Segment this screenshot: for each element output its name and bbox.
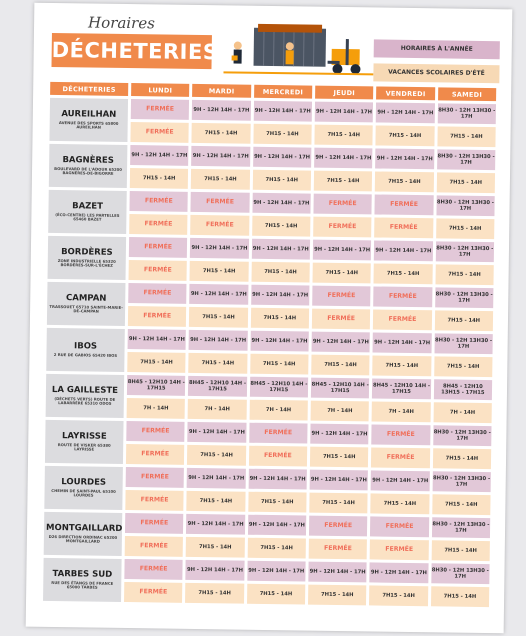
hours-cell-year: 8H45 - 12H10 13H15 - 17H15: [434, 379, 493, 400]
hours-cell-summer: 7H15 - 14H: [431, 586, 490, 607]
site-address: (DÉCHETS VERTS) ROUTE DE LABARRÈRE 65310 ODOS: [54, 395, 116, 407]
hours-cell-year: 9H - 12H 14H - 17H: [188, 422, 247, 443]
hours-cell-summer: 7H15 - 14H: [187, 491, 246, 512]
column-header-site: DÉCHETERIES: [50, 82, 128, 96]
table-row: [43, 558, 489, 584]
hours-cell-summer: 7H15 - 14H: [436, 172, 495, 193]
hours-cell-year: 9H - 12H 14H - 17H: [253, 101, 312, 122]
table-row: [45, 420, 491, 446]
column-header-tuesday: MARDI: [192, 84, 251, 98]
site-cell: [44, 512, 123, 556]
hours-cell-year: 9H - 12H 14H - 17H: [370, 562, 429, 583]
hours-cell-year: 8H45 - 12H10 14H - 17H15: [372, 378, 431, 399]
hours-cell-summer: FERMÉE: [129, 214, 188, 235]
hours-cell-summer: 7H15 - 14H: [252, 170, 311, 191]
schedule-sheet: [26, 3, 513, 634]
hours-cell-summer: 7H15 - 14H: [250, 354, 309, 375]
hours-cell-summer: 7H15 - 14H: [189, 307, 248, 328]
hours-cell-year: 9H - 12H 14H - 17H: [315, 102, 374, 123]
hours-cell-summer: FERMÉE: [371, 447, 430, 468]
hours-cell-summer: 7H15 - 14H: [434, 310, 493, 331]
site-cell: [43, 558, 122, 602]
hours-cell-summer: FERMÉE: [190, 215, 249, 236]
table-row: [49, 144, 495, 170]
column-header-saturday: SAMEDI: [438, 87, 497, 101]
site-name: BAZET: [72, 201, 104, 212]
site-address: (ÉCO-CENTRE) LES PARTELLES 65460 BAZET: [55, 211, 120, 222]
hours-cell-summer: 7H15 - 14H: [253, 124, 312, 145]
hours-cell-summer: 7H15 - 14H: [431, 540, 490, 561]
site-cell: [45, 420, 124, 464]
hours-cell-year: 8H45 - 12H10 14H - 17H15: [250, 377, 309, 398]
site-address: BOULEVARD DE L'ADOUR 65200 BAGNÈRES-DE-BIGORRE: [54, 165, 122, 177]
hours-cell-summer: 7H15 - 14H: [437, 126, 496, 147]
hours-cell-summer: 7H15 - 14H: [314, 171, 373, 192]
hours-cell-summer: 7H15 - 14H: [185, 583, 244, 604]
hours-cell-summer: FERMÉE: [125, 536, 184, 557]
hours-cell-year: 9H - 12H 14H - 17H: [186, 560, 245, 581]
hours-cell-year: FERMÉE: [309, 516, 368, 537]
site-cell: [44, 466, 123, 510]
table-row: [45, 466, 491, 492]
site-name: BORDÈRES: [61, 247, 113, 258]
site-cell: [46, 328, 125, 372]
hours-cell-year: 9H - 12H 14H - 17H: [253, 147, 312, 168]
hours-cell-year: 8H30 - 12H 13H30 - 17H: [434, 333, 493, 354]
hours-cell-summer: FERMÉE: [124, 582, 183, 603]
hours-cell-year: 8H30 - 12H 13H30 - 17H: [431, 563, 490, 584]
hours-cell-summer: 7H15 - 14H: [252, 216, 311, 237]
column-header-friday: VENDREDI: [376, 86, 435, 100]
hours-cell-summer: 7H15 - 14H: [189, 353, 248, 374]
hours-cell-year: 9H - 12H 14H - 17H: [252, 193, 311, 214]
hours-cell-year: 9H - 12H 14H - 17H: [248, 515, 307, 536]
column-header-thursday: JEUDI: [315, 86, 374, 100]
hours-cell-year: 9H - 12H 14H - 17H: [190, 284, 249, 305]
hours-cell-year: FERMÉE: [375, 194, 434, 215]
hours-cell-summer: 7H15 - 14H: [434, 356, 493, 377]
hours-cell-year: FERMÉE: [191, 192, 250, 213]
hours-cell-year: FERMÉE: [249, 423, 308, 444]
hours-cell-summer: FERMÉE: [125, 490, 184, 511]
hours-cell-year: 8H45 - 12H10 14H - 17H15: [311, 378, 370, 399]
hours-cell-year: 9H - 12H 14H - 17H: [310, 470, 369, 491]
hours-cell-summer: 7H - 14H: [249, 400, 308, 421]
hours-cell-year: 9H - 12H 14H - 17H: [374, 240, 433, 261]
hours-cell-year: FERMÉE: [124, 559, 183, 580]
hours-cell-summer: 7H15 - 14H: [310, 447, 369, 468]
site-cell: [46, 374, 125, 418]
hours-cell-summer: 7H15 - 14H: [369, 585, 428, 606]
hours-cell-year: 9H - 12H 14H - 17H: [247, 561, 306, 582]
table-row: [50, 98, 496, 124]
hours-cell-year: 8H30 - 12H 13H30 - 17H: [432, 517, 491, 538]
hours-cell-year: FERMÉE: [312, 286, 371, 307]
hours-cell-summer: 7H15 - 14H: [436, 218, 495, 239]
hours-cell-summer: 7H15 - 14H: [127, 352, 186, 373]
hours-cell-summer: 7H15 - 14H: [248, 492, 307, 513]
hours-cell-year: FERMÉE: [129, 237, 188, 258]
hours-cell-summer: 7H15 - 14H: [435, 264, 494, 285]
site-name: TARBES SUD: [52, 569, 113, 580]
legend-summer-holidays: VACANCES SCOLAIRES D'ÉTÉ: [373, 63, 499, 83]
table-row: [47, 282, 493, 308]
hours-cell-year: FERMÉE: [131, 99, 190, 120]
hours-cell-year: 9H - 12H 14H - 17H: [186, 514, 245, 535]
hours-cell-summer: FERMÉE: [313, 217, 372, 238]
hours-cell-year: 9H - 12H 14H - 17H: [251, 239, 310, 260]
hours-cell-summer: 7H15 - 14H: [376, 125, 435, 146]
hours-cell-summer: 7H15 - 14H: [371, 493, 430, 514]
hours-cell-summer: 7H15 - 14H: [190, 261, 249, 282]
hours-cell-year: FERMÉE: [126, 467, 185, 488]
hours-cell-summer: 7H15 - 14H: [433, 448, 492, 469]
site-name: LA GAILLESTE: [51, 385, 119, 397]
site-name: CAMPAN: [65, 293, 107, 304]
site-name: AUREILHAN: [61, 109, 117, 120]
hours-cell-summer: 7H15 - 14H: [311, 355, 370, 376]
site-cell: [49, 144, 128, 188]
hours-cell-summer: 7H15 - 14H: [192, 123, 251, 144]
column-header-monday: LUNDI: [131, 83, 190, 97]
hours-cell-year: 8H45 - 12H10 14H - 17H15: [127, 375, 186, 396]
hours-cell-year: FERMÉE: [373, 286, 432, 307]
hours-cell-summer: 7H15 - 14H: [308, 585, 367, 606]
recycling-truck-illustration: [223, 21, 374, 81]
hours-cell-year: 8H45 - 12H10 14H - 17H15: [188, 376, 247, 397]
hours-cell-summer: 7H15 - 14H: [251, 262, 310, 283]
title-script: Horaires: [87, 13, 156, 33]
site-cell: [49, 98, 128, 142]
site-name: LOURDES: [61, 477, 107, 488]
hours-cell-year: FERMÉE: [125, 513, 184, 534]
hours-cell-year: 9H - 12H 14H - 17H: [308, 562, 367, 583]
hours-cell-year: 8H30 - 12H 13H30 - 17H: [435, 287, 494, 308]
hours-cell-year: 9H - 12H 14H - 17H: [371, 470, 430, 491]
site-address: ROUTE DE VISKER 65380 LAYRISSE: [57, 441, 111, 452]
site-cell: [48, 190, 127, 234]
table-row: [48, 236, 494, 262]
hours-cell-year: 9H - 12H 14H - 17H: [313, 240, 372, 261]
hours-cell-year: 8H30 - 12H 13H30 - 17H: [437, 103, 496, 124]
hours-cell-summer: 7H15 - 14H: [130, 168, 189, 189]
site-address: CHEMIN DE SAINT-PAUL 65100 LOURDES: [51, 487, 116, 498]
hours-cell-summer: 7H15 - 14H: [312, 263, 371, 284]
hours-cell-summer: FERMÉE: [130, 122, 189, 143]
hours-cell-year: 9H - 12H 14H - 17H: [251, 285, 310, 306]
site-address: RUE DES ÉTANGS DE FRANCE 65000 TARBES: [51, 579, 114, 590]
hours-cell-year: 9H - 12H 14H - 17H: [189, 330, 248, 351]
hours-cell-summer: 7H - 14H: [433, 402, 492, 423]
hours-cell-summer: FERMÉE: [249, 446, 308, 467]
hours-cell-summer: 7H15 - 14H: [432, 494, 491, 515]
hours-cell-year: FERMÉE: [126, 421, 185, 442]
hours-cell-summer: 7H15 - 14H: [314, 125, 373, 146]
hours-cell-year: 9H - 12H 14H - 17H: [128, 329, 187, 350]
hours-cell-year: 8H30 - 12H 13H30 - 17H: [435, 241, 494, 262]
hours-cell-summer: FERMÉE: [128, 306, 187, 327]
table-row: [46, 374, 492, 400]
hours-cell-summer: 7H - 14H: [188, 399, 247, 420]
hours-cell-year: 9H - 12H 14H - 17H: [248, 469, 307, 490]
hours-cell-year: 9H - 12H 14H - 17H: [191, 146, 250, 167]
hours-cell-year: 9H - 12H 14H - 17H: [190, 238, 249, 259]
site-name: LAYRISSE: [61, 431, 107, 442]
hours-cell-summer: 7H15 - 14H: [375, 171, 434, 192]
hours-cell-year: 8H30 - 12H 13H30 - 17H: [436, 195, 495, 216]
table-row: [47, 328, 493, 354]
column-header-wednesday: MERCREDI: [254, 85, 313, 99]
hours-cell-year: 9H - 12H 14H - 17H: [192, 100, 251, 121]
hours-cell-year: 9H - 12H 14H - 17H: [130, 145, 189, 166]
hours-cell-year: FERMÉE: [372, 424, 431, 445]
hours-cell-year: 9H - 12H 14H - 17H: [187, 468, 246, 489]
site-address: ZONE INDUSTRIELLE 65320 BORDÈRES-SUR-L'ÉCHEZ: [57, 257, 116, 269]
hours-cell-year: 9H - 12H 14H - 17H: [310, 424, 369, 445]
legend-year-hours: HORAIRES À L'ANNÉE: [374, 39, 500, 59]
hours-cell-year: 8H30 - 12H 13H30 - 17H: [433, 425, 492, 446]
hours-cell-summer: FERMÉE: [309, 539, 368, 560]
hours-cell-year: FERMÉE: [129, 191, 188, 212]
table-row: [48, 190, 494, 216]
site-name: BAGNÈRES: [62, 155, 114, 166]
hours-cell-summer: 7H15 - 14H: [247, 584, 306, 605]
hours-cell-year: FERMÉE: [370, 516, 429, 537]
hours-cell-year: FERMÉE: [313, 194, 372, 215]
hours-cell-summer: 7H15 - 14H: [186, 537, 245, 558]
site-cell: [48, 236, 127, 280]
hours-cell-summer: 7H15 - 14H: [309, 493, 368, 514]
schedule-table: [40, 79, 499, 610]
hours-cell-summer: FERMÉE: [312, 309, 371, 330]
hours-cell-summer: FERMÉE: [129, 260, 188, 281]
hours-cell-year: 8H30 - 12H 13H30 - 17H: [432, 471, 491, 492]
hours-cell-summer: FERMÉE: [370, 539, 429, 560]
site-cell: [47, 282, 126, 326]
site-address: AVENUE DES SPORTS 65800 AUREILHAN: [58, 119, 119, 130]
schedule-body: [43, 98, 496, 607]
hours-cell-summer: 7H15 - 14H: [187, 445, 246, 466]
hours-cell-year: 9H - 12H 14H - 17H: [250, 331, 309, 352]
hours-cell-summer: 7H15 - 14H: [374, 263, 433, 284]
site-name: MONTGAILLARD: [45, 523, 123, 535]
hours-cell-summer: 7H - 14H: [127, 398, 186, 419]
hours-cell-summer: FERMÉE: [126, 444, 185, 465]
hours-cell-summer: 7H - 14H: [372, 401, 431, 422]
hours-cell-year: 9H - 12H 14H - 17H: [314, 148, 373, 169]
hours-cell-year: 9H - 12H 14H - 17H: [376, 102, 435, 123]
hours-cell-summer: FERMÉE: [373, 309, 432, 330]
site-address: D26 DIRECTION ORDINAC 65200 MONTGAILLARD: [48, 533, 118, 544]
table-row: [44, 512, 490, 538]
hours-cell-year: 9H - 12H 14H - 17H: [312, 332, 371, 353]
hours-cell-year: FERMÉE: [128, 283, 187, 304]
hours-cell-summer: 7H - 14H: [311, 401, 370, 422]
hours-cell-summer: FERMÉE: [374, 217, 433, 238]
hours-cell-summer: 7H15 - 14H: [251, 308, 310, 329]
hours-cell-summer: 7H15 - 14H: [191, 169, 250, 190]
site-address: TRASSOUET 65710 SAINTE-MARIE-DE-CAMPAN: [49, 303, 123, 314]
hours-cell-year: 9H - 12H 14H - 17H: [373, 332, 432, 353]
hours-cell-summer: 7H15 - 14H: [373, 355, 432, 376]
site-name: IBOS: [74, 341, 98, 353]
page-title: DÉCHETERIES: [51, 33, 211, 69]
hours-cell-summer: 7H15 - 14H: [247, 538, 306, 559]
site-address: 2 RUE DE GABIOS 65420 IBOS: [53, 352, 118, 358]
hours-cell-year: 9H - 12H 14H - 17H: [375, 148, 434, 169]
hours-cell-year: 8H30 - 12H 13H30 - 17H: [437, 149, 496, 170]
